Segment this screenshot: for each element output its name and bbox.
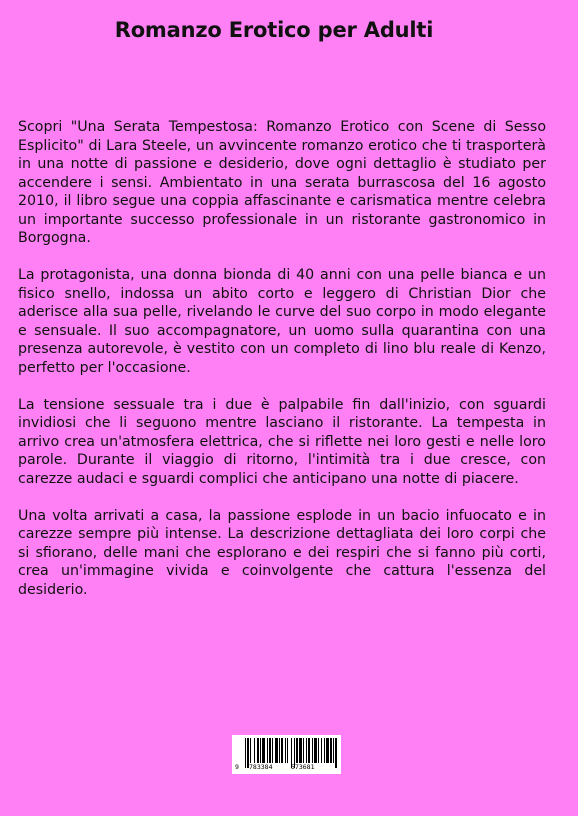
barcode-left-group: 783384 [249,763,273,771]
description-paragraph: La protagonista, una donna bionda di 40 anni con una pelle bianca e un fisico snello, indossa un abito corto e leggero di Christian Dior che aderisce alla sua pelle, rivelando le curve del suo corpo in modo elegante e sensuale. Il suo accompagnatore, un uomo sulla quarantina con una presenza autorevole, è vestito con un completo di lino blu reale di Kenzo, perfetto per l'occasione. [18,267,546,376]
barcode-first-digit: 9 [235,763,239,771]
barcode-right-group: 573681 [291,763,315,771]
description-paragraph: Una volta arrivati a casa, la passione esplode in un bacio infuocato e in carezze sempre più intense. La descrizione dettagliata dei loro corpi che si sfiorano, delle mani che esplorano e dei respiri che si fanno più corti, crea un'immagine vivida e coinvolgente che cattura l'essenza del desiderio. [18,507,546,598]
book-description [18,118,546,618]
isbn-barcode [232,735,341,774]
description-paragraph: La tensione sessuale tra i due è palpabile fin dall'inizio, con sguardi invidiosi che li seguono mentre lasciano il ristorante. La tempesta in arrivo crea un'atmosfera elettrica, che si riflette nei loro gesti e nelle loro parole. Durante il viaggio di ritorno, l'intimità tra i due cresce, con carezze audaci e sguardi complici che anticipano una notte di piacere. [18,396,546,487]
page-title: Romanzo Erotico per Adulti [114,18,434,42]
description-paragraph: Scopri "Una Serata Tempestosa: Romanzo Erotico con Scene di Sesso Esplicito" di Lara Steele, un avvincente romanzo erotico che ti trasporterà in una notte di passione e desiderio, dove ogni dettaglio è studiato per accendere i sensi. Ambientato in una serata burrascosa del 16 agosto 2010, il libro segue una coppia affascinante e carismatica mentre celebra un importante successo professionale in un ristorante gastronomico in Borgogna. [18,119,546,246]
